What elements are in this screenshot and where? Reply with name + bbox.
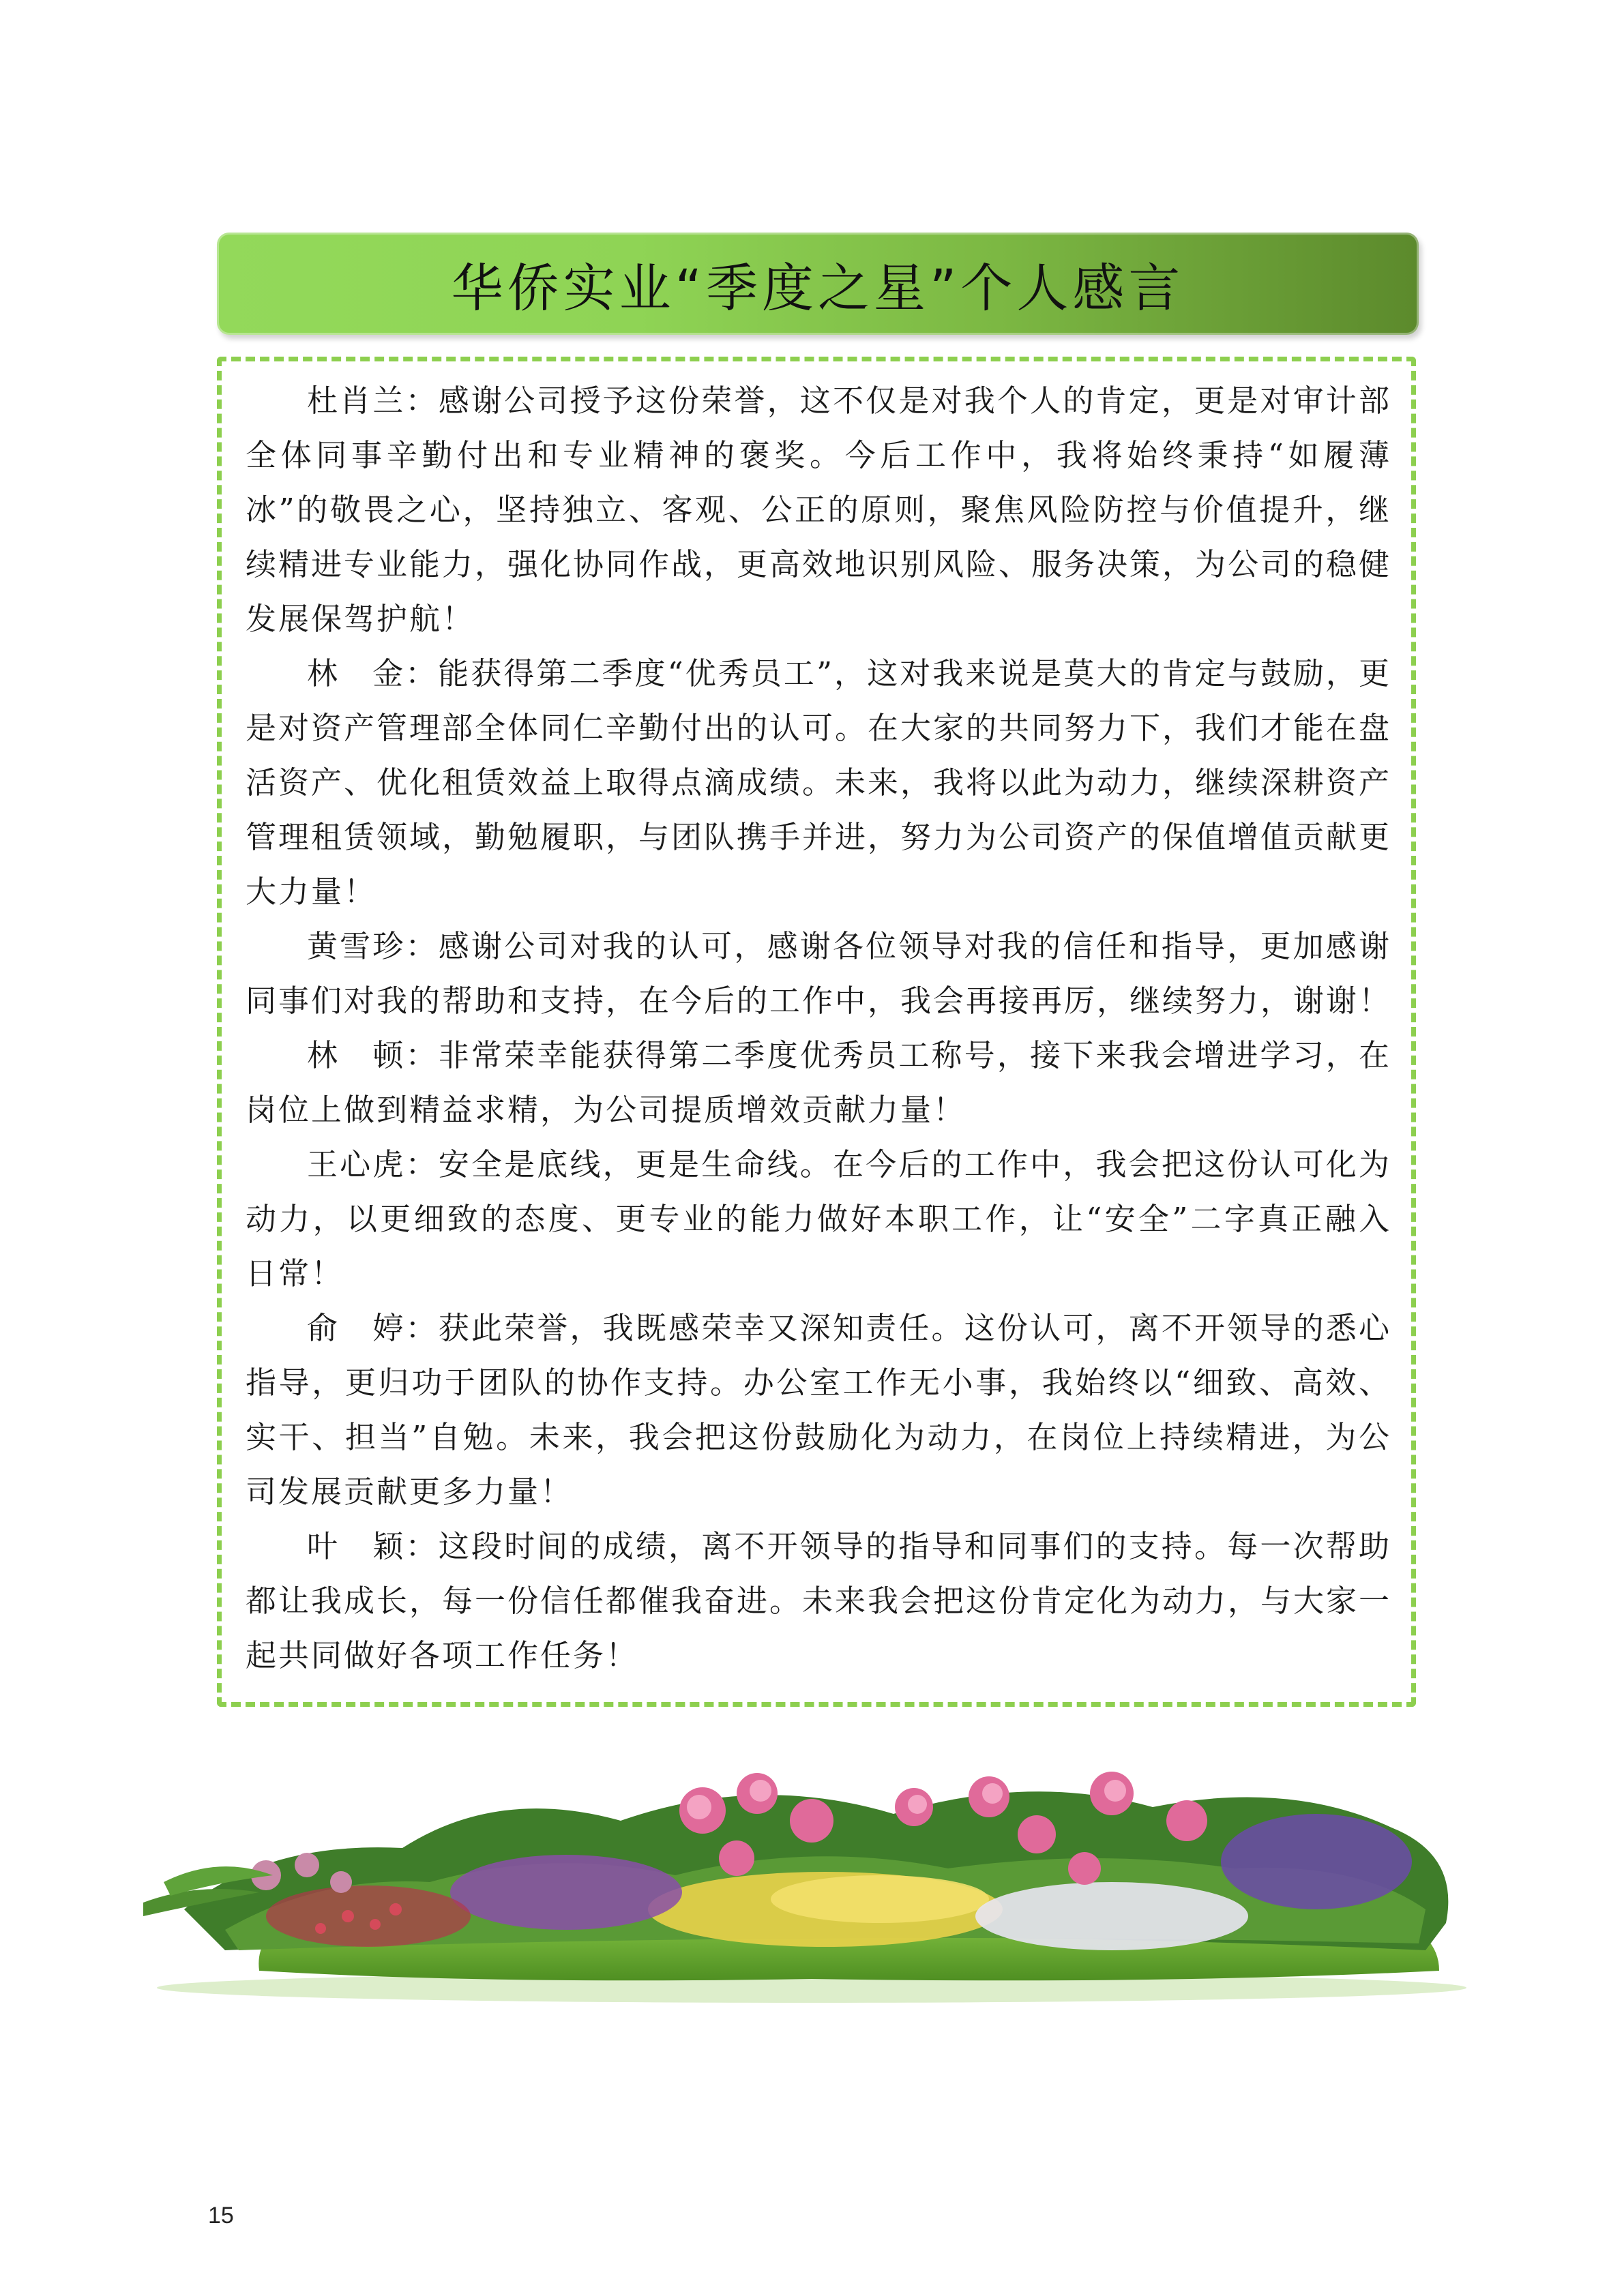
- quote-text: [246, 374, 1391, 1683]
- quote-paragraph: 杜肖兰：感谢公司授予这份荣誉，这不仅是对我个人的肯定，更是对审计部全体同事辛勤付出和专业精神的褒奖。今后工作中，我将始终秉持“如履薄冰”的敬畏之心，坚持独立、客观、公正的原则，聚焦风险防控与价值提升，继续精进专业能力，强化协同作战，更高效地识别风险、服务决策，为公司的稳健发展保驾护航！: [246, 383, 1392, 637]
- quote-paragraph: 叶 颖：这段时间的成绩，离不开领导的指导和同事们的支持。每一次帮助都让我成长，每一份信任都催我奋进。未来我会把这份肯定化为动力，与大家一起共同做好各项工作任务！: [246, 1528, 1392, 1673]
- quote-paragraph: 王心虎：安全是底线，更是生命线。在今后的工作中，我会把这份认可化为动力，以更细致的态度、更专业的能力做好本职工作，让“安全”二字真正融入日常！: [246, 1146, 1391, 1292]
- quote-paragraph: 俞 婷：获此荣誉，我既感荣幸又深知责任。这份认可，离不开领导的悉心指导，更归功于团队的协作支持。办公室工作无小事，我始终以“细致、高效、实干、担当”自勉。未来，我会把这份鼓励化为动力，在岗位上持续精进，为公司发展贡献更多力量！: [246, 1310, 1391, 1510]
- quote-paragraph: 林 金：能获得第二季度“优秀员工”，这对我来说是莫大的肯定与鼓励，更是对资产管理部全体同仁辛勤付出的认可。在大家的共同努力下，我们才能在盘活资产、优化租赁效益上取得点滴成绩。未来，我将以此为动力，继续深耕资产管理租赁领域，勤勉履职，与团队携手并进，努力为公司资产的保值增值贡献更大力量！: [246, 655, 1392, 910]
- page-number: 15: [208, 2203, 234, 2228]
- flower-garden-illustration: [143, 1746, 1480, 2005]
- title-banner: [217, 233, 1419, 335]
- quote-paragraph: 黄雪珍：感谢公司对我的认可，感谢各位领导对我的信任和指导，更加感谢同事们对我的帮助和支持，在今后的工作中，我会再接再厉，继续努力，谢谢！: [246, 928, 1392, 1019]
- quote-paragraph: 林 顿：非常荣幸能获得第二季度优秀员工称号，接下来我会增进学习，在岗位上做到精益求精，为公司提质增效贡献力量！: [246, 1037, 1391, 1128]
- page-title: 华侨实业“季度之星”个人感言: [451, 257, 1185, 318]
